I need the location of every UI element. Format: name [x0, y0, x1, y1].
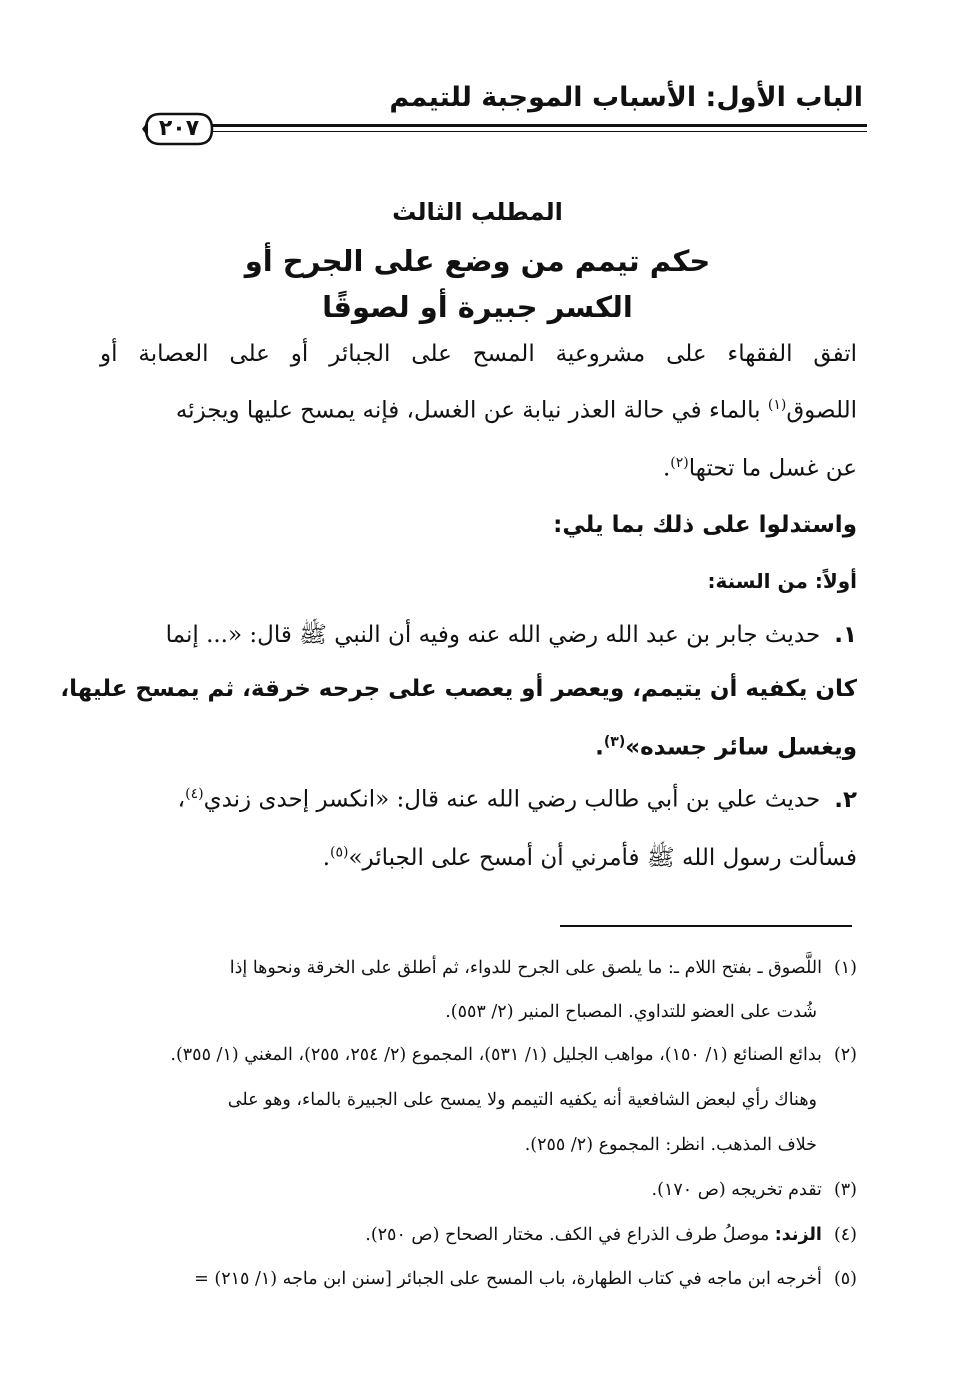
running-title: الباب الأول: الأسباب الموجبة للتيمم — [389, 82, 863, 113]
header-rule-thin — [205, 131, 867, 132]
item-number: ٢. — [834, 786, 857, 813]
header-rule — [205, 124, 867, 127]
paragraph-line: اتفق الفقهاء على مشروعية المسح على الجبائر أو على العصابة أو — [100, 341, 857, 367]
section-title-line-1: حكم تيمم من وضع على الجرح أو — [244, 244, 711, 278]
footnote-2: (٢)بدائع الصنائع (١/ ١٥٠)، مواهب الجليل (١/ ٥٣١)، المجموع (٢/ ٢٥٤، ٢٥٥)، المغني (١/ ٣٥٥). — [170, 1045, 857, 1065]
section-subtitle: المطلب الثالث — [392, 198, 563, 226]
page-number: ٢٠٧ — [158, 116, 200, 141]
quote-line: كان يكفيه أن يتيمم، ويعصر أو يعصب على جرحه خرقة، ثم يمسح عليها، — [60, 676, 857, 702]
subheading-sunnah: أولاً: من السنة: — [707, 569, 857, 593]
footnote-2-cont: وهناك رأي لبعض الشافعية أنه يكفيه التيمم ولا يمسح على الجبيرة بالماء، وهو على — [227, 1090, 817, 1110]
footnote-ref: (٢) — [670, 455, 689, 471]
paragraph-line: اللصوق$^{(١)}$ بالماء في حالة العذر نيابة عن الغسل، فإنه يمسح عليها ويجزئه — [175, 397, 857, 424]
item-number: ١. — [834, 622, 857, 648]
section-title-line-2: الكسر جبيرة أو لصوقًا — [322, 290, 633, 324]
footnote-ref: (١) — [767, 397, 787, 413]
footnote-ref: (٥) — [330, 844, 349, 861]
footnote-ref: (٣) — [603, 734, 626, 750]
footnote-2-cont: خلاف المذهب. انظر: المجموع (٢/ ٢٥٥). — [524, 1135, 817, 1155]
footnote-4: (٤)الزند: موصلُ طرف الذراع في الكف. مختار الصحاح (ص ٢٥٠). — [365, 1225, 857, 1245]
footnote-1: (١)اللَّصوق ـ بفتح اللام ـ: ما يلصق على الجرح للدواء، ثم أطلق على الخرقة ونحوها إذا — [229, 958, 857, 978]
list-item-2: ٢.حديث علي بن أبي طالب رضي الله عنه قال: «انكسر إحدى زندي$^{(٤)}$، — [177, 786, 857, 813]
footnote-5: (٥)أخرجه ابن ماجه في كتاب الطهارة، باب المسح على الجبائر [سنن ابن ماجه (١/ ٢١٥) = — [194, 1269, 857, 1289]
evidence-intro: واستدلوا على ذلك بما يلي: — [553, 512, 857, 538]
quote-line: ويغسل سائر جسده»$^{(٣)}$. — [595, 734, 857, 761]
footnote-3: (٣)تقدم تخريجه (ص ١٧٠). — [651, 1180, 857, 1200]
footnote-ref: (٤) — [185, 786, 204, 802]
paragraph-line: فسألت رسول الله ﷺ فأمرني أن أمسح على الجبائر»$^{(٥)}$. — [322, 844, 857, 871]
list-item-1: ١.حديث جابر بن عبد الله رضي الله عنه وفيه أن النبي ﷺ قال: «... إنما — [165, 622, 857, 648]
footnote-separator — [560, 925, 852, 927]
paragraph-line: عن غسل ما تحتها$^{(٢)}$. — [662, 455, 857, 482]
footnote-1-cont: شُدت على العضو للتداوي. المصباح المنير (٢/ ٥٥٣). — [445, 1002, 817, 1022]
